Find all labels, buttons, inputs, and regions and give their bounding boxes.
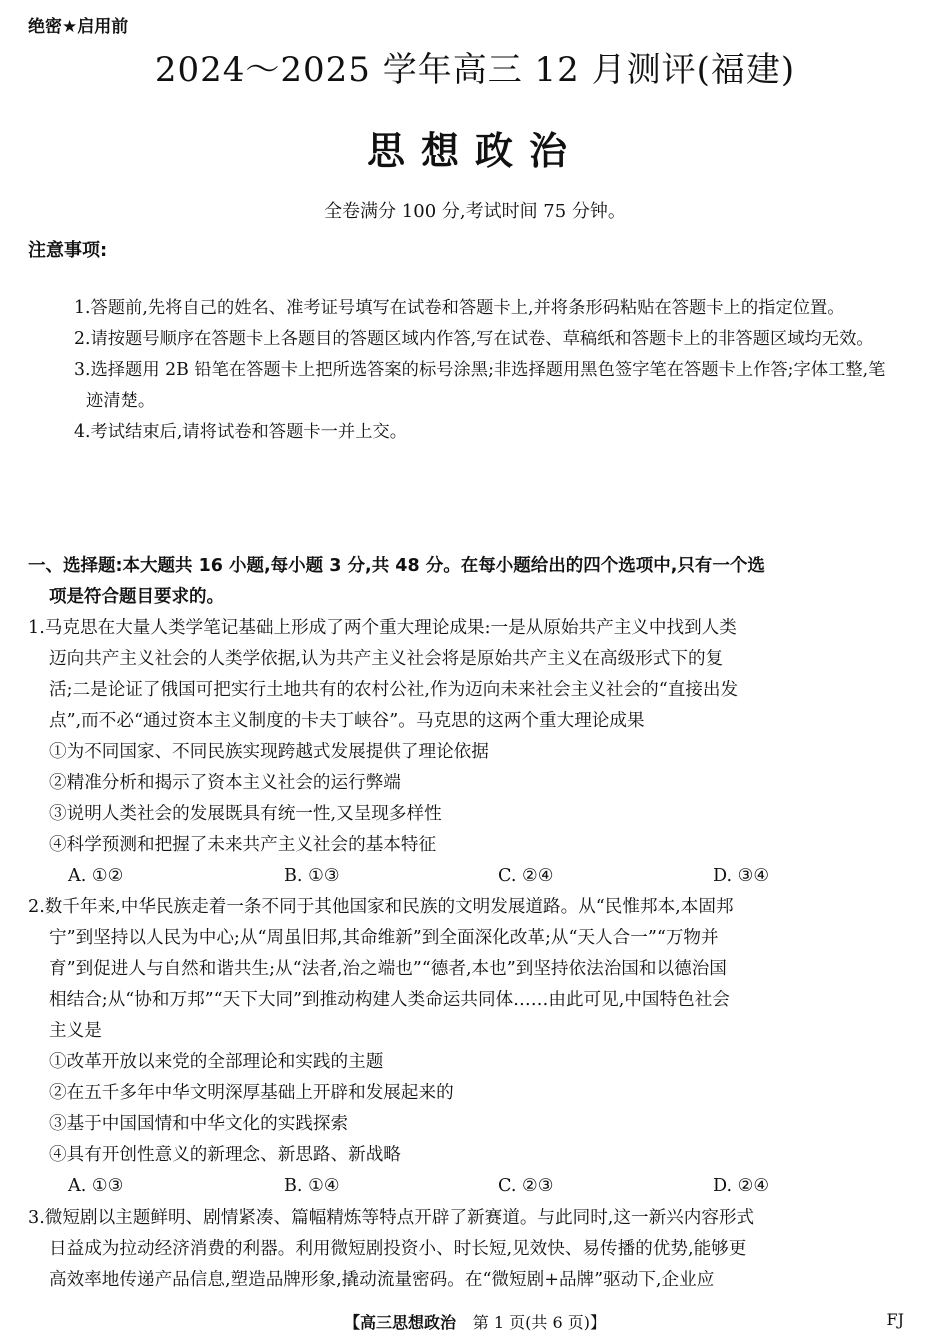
question-2-options bbox=[28, 1171, 898, 1202]
notice-list bbox=[74, 293, 896, 448]
question-2-statement-4: ④具有开创性意义的新理念、新思路、新战略 bbox=[49, 1145, 401, 1165]
question-2 bbox=[28, 892, 898, 1202]
notice-item-3: 3.选择题用 2B 铅笔在答题卡上把所选答案的标号涂黑;非选择题用黑色签字笔在答题卡上作答;字体工整,笔迹清楚。 bbox=[74, 360, 886, 411]
exam-title: 2024～2025 学年高三 12 月测评(福建) bbox=[154, 50, 796, 90]
section-heading-line-1: 一、选择题:本大题共 16 小题,每小题 3 分,共 48 分。在每小题给出的四个选项中,只有一个选 bbox=[28, 556, 765, 576]
notice-item-1: 1.答题前,先将自己的姓名、准考证号填写在试卷和答题卡上,并将条形码粘贴在答题卡上的指定位置。 bbox=[74, 298, 845, 318]
question-1-stem-line: 迈向共产主义社会的人类学依据,认为共产主义社会将是原始共产主义在高级形式下的复 bbox=[49, 649, 724, 669]
footer-title: 【高三思想政治 bbox=[344, 1313, 457, 1332]
secret-label: 绝密★启用前 bbox=[28, 17, 129, 37]
option-c: C. ②④ bbox=[498, 866, 554, 886]
question-3-stem-line: 高效率地传递产品信息,塑造品牌形象,撬动流量密码。在“微短剧+品牌”驱动下,企业应 bbox=[49, 1270, 715, 1290]
question-2-stem-line: 相结合;从“协和万邦”“天下大同”到推动构建人类命运共同体……由此可见,中国特色社会 bbox=[49, 990, 730, 1010]
notice-item-4: 4.考试结束后,请将试卷和答题卡一并上交。 bbox=[74, 422, 408, 442]
question-1-stem-line: 点”,而不必“通过资本主义制度的卡夫丁峡谷”。马克思的这两个重大理论成果 bbox=[49, 711, 645, 731]
question-3-stem-line: 日益成为拉动经济消费的利器。利用微短剧投资小、时长短,见效快、易传播的优势,能够更 bbox=[49, 1239, 747, 1259]
option-d: D. ②④ bbox=[713, 1176, 770, 1196]
question-2-stem-line: 2.数千年来,中华民族走着一条不同于其他国家和民族的文明发展道路。从“民惟邦本,本固邦 bbox=[28, 897, 734, 917]
option-b: B. ①④ bbox=[284, 1176, 340, 1196]
notice-item-2: 2.请按题号顺序在答题卡上各题目的答题区域内作答,写在试卷、草稿纸和答题卡上的非答题区域均无效。 bbox=[74, 329, 874, 349]
question-2-statement-1: ①改革开放以来党的全部理论和实践的主题 bbox=[49, 1052, 384, 1072]
option-d: D. ③④ bbox=[713, 866, 770, 886]
subject-title: 思想政治 bbox=[366, 129, 583, 173]
notice-title: 注意事项: bbox=[28, 240, 108, 261]
section-heading-line-2: 项是符合题目要求的。 bbox=[49, 587, 224, 607]
question-1-stem-line: 活;二是论证了俄国可把实行土地共有的农村公社,作为迈向未来社会主义社会的“直接出发 bbox=[49, 680, 739, 700]
page-footer bbox=[0, 1310, 950, 1333]
option-a: A. ①③ bbox=[68, 1176, 124, 1196]
question-3-stem-line: 3.微短剧以主题鲜明、剧情紧凑、篇幅精炼等特点开辟了新赛道。与此同时,这一新兴内容形式 bbox=[28, 1208, 755, 1228]
question-1-statement-2: ②精准分析和揭示了资本主义社会的运行弊端 bbox=[49, 773, 401, 793]
question-2-stem-line: 育”到促进人与自然和谐共生;从“法者,治之端也”“德者,本也”到坚持依法治国和以德治国 bbox=[49, 959, 727, 979]
question-2-stem-line: 宁”到坚持以人民为中心;从“周虽旧邦,其命维新”到全面深化改革;从“天人合一”“万物并 bbox=[49, 928, 719, 948]
section-heading bbox=[28, 551, 898, 613]
question-2-stem-line: 主义是 bbox=[49, 1021, 102, 1041]
question-3 bbox=[28, 1203, 898, 1296]
question-1-statement-4: ④科学预测和把握了未来共产主义社会的基本特征 bbox=[49, 835, 437, 855]
score-info: 全卷满分 100 分,考试时间 75 分钟。 bbox=[324, 201, 626, 222]
question-2-statement-3: ③基于中国国情和中华文化的实践探索 bbox=[49, 1114, 349, 1134]
question-1-statement-3: ③说明人类社会的发展既具有统一性,又呈现多样性 bbox=[49, 804, 442, 824]
question-1-options bbox=[28, 861, 898, 892]
footer-page-info: 第 1 页(共 6 页)】 bbox=[472, 1313, 606, 1332]
question-2-statement-2: ②在五千多年中华文明深厚基础上开辟和发展起来的 bbox=[49, 1083, 454, 1103]
option-a: A. ①② bbox=[68, 866, 124, 886]
question-1-statement-1: ①为不同国家、不同民族实现跨越式发展提供了理论依据 bbox=[49, 742, 489, 762]
option-c: C. ②③ bbox=[498, 1176, 554, 1196]
footer-code: FJ bbox=[886, 1310, 904, 1329]
question-1-stem-line: 1.马克思在大量人类学笔记基础上形成了两个重大理论成果:一是从原始共产主义中找到人类 bbox=[28, 618, 737, 638]
option-b: B. ①③ bbox=[284, 866, 340, 886]
question-1 bbox=[28, 613, 898, 892]
